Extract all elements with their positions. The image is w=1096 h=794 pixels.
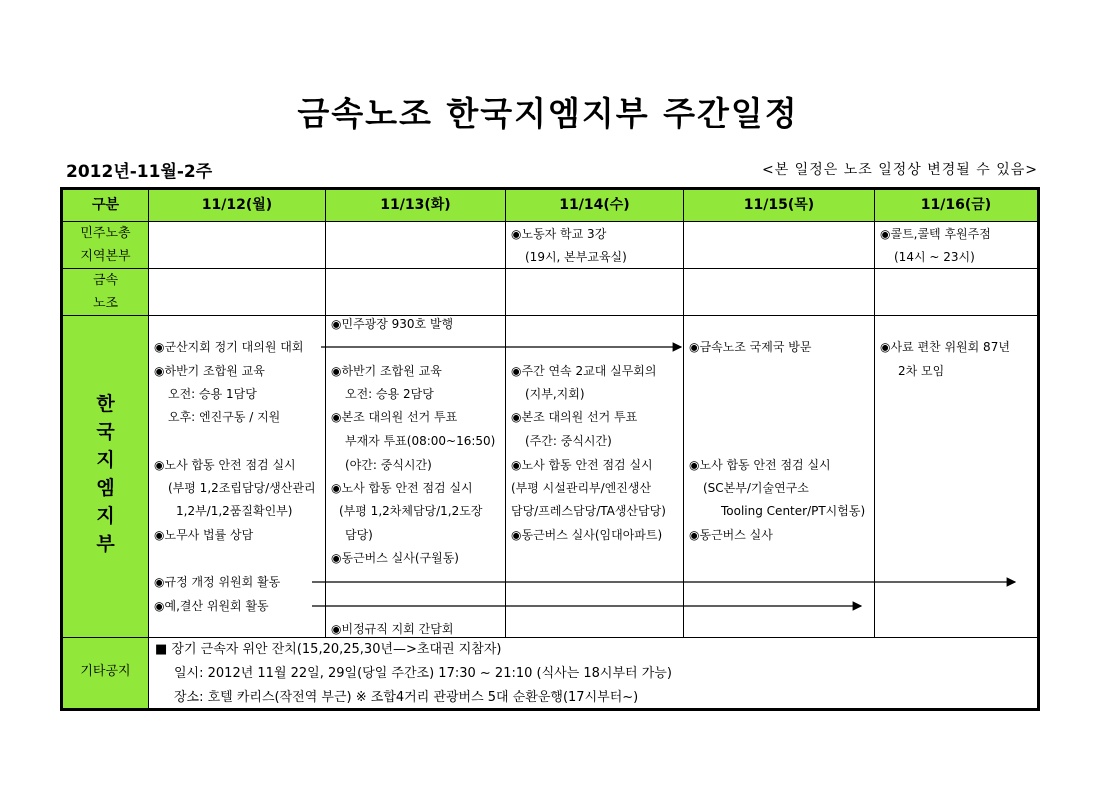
event-item: ◉노무사 법률 상담: [154, 528, 254, 542]
header-day-fri: 11/16(금): [920, 197, 992, 213]
event-item: ◉하반기 조합원 교육: [154, 364, 265, 378]
event-item: ◉금속노조 국제국 방문: [689, 340, 812, 354]
event-item: ◉동근버스 실사(구월동): [331, 551, 459, 565]
event-item: ◉주간 연속 2교대 실무회의: [511, 364, 657, 378]
event-item: 부재자 투표(08:00~16:50): [345, 434, 496, 448]
event-item: 오전: 승용 1담당: [168, 387, 257, 401]
event-item: ◉노동자 학교 3강: [511, 227, 607, 241]
event-item: ◉콜트,콜텍 후원주점: [880, 227, 991, 241]
header-day-thu: 11/15(목): [743, 197, 815, 213]
page-title: 금속노조 한국지엠지부 주간일정: [297, 94, 799, 133]
event-item: (부평 1,2조립담당/생산관리: [168, 481, 316, 495]
header-category: 구분: [91, 197, 120, 213]
event-item: ◉노사 합동 안전 점검 실시: [511, 458, 653, 472]
header-day-tue: 11/13(화): [380, 197, 451, 213]
event-item: ◉군산지회 정기 대의원 대회: [154, 340, 304, 354]
event-item: (야간: 중식시간): [345, 458, 432, 472]
header-day-mon: 11/12(월): [201, 197, 273, 213]
event-item: ◉사료 편찬 위원회 87년: [880, 340, 1010, 354]
event-item: 오후: 엔진구동 / 지원: [168, 410, 281, 424]
event-item: (SC본부/기술연구소: [703, 481, 809, 495]
event-item: (부평 시설관리부/엔진생산: [511, 481, 652, 495]
event-item: ◉노사 합동 안전 점검 실시: [154, 458, 296, 472]
notice-line: ■ 장기 근속자 위안 잔치(15,20,25,30년—>초대권 지참자): [155, 642, 502, 657]
event-item: 2차 모임: [898, 364, 945, 378]
header-day-wed: 11/14(수): [559, 197, 630, 213]
week-label: 2012년-11월-2주: [66, 162, 213, 182]
event-item: (부평 1,2차체담당/1,2도장: [339, 504, 483, 518]
notice-line: 일시: 2012년 11월 22일, 29일(당일 주간조) 17:30 ~ 21:10 (식사는 18시부터 가능): [174, 666, 672, 681]
event-item: ◉동근버스 실사(임대아파트): [511, 528, 663, 542]
row-label-metal: 금속 노조: [92, 273, 119, 311]
event-item: 오전: 승용 2담당: [345, 387, 434, 401]
row-label-other: 기타공지: [80, 664, 131, 679]
schedule-note: <본 일정은 노조 일정상 변경될 수 있음>: [761, 162, 1038, 178]
event-item: ◉동근버스 실사: [689, 528, 773, 542]
event-item: ◉본조 대의원 선거 투표: [511, 410, 638, 424]
event-item: ◉하반기 조합원 교육: [331, 364, 442, 378]
duration-arrows: [63, 190, 1037, 708]
row-label-gm: 한 국 지 엠 지 부: [96, 393, 115, 555]
event-item: ◉규정 개정 위원회 활동: [154, 575, 281, 589]
event-item: ◉예,결산 위원회 활동: [154, 599, 269, 613]
event-item: (주간: 중식시간): [525, 434, 612, 448]
event-item: 1,2부/1,2품질확인부): [176, 504, 293, 518]
row-label-regional: 민주노총 지역본부: [80, 226, 131, 264]
event-item: Tooling Center/PT시험동): [721, 504, 866, 518]
event-item: (19시, 본부교육실): [525, 250, 627, 264]
event-item: ◉비정규직 지회 간담회: [331, 622, 454, 636]
notice-line: 장소: 호텔 카리스(작전역 부근) ※ 조합4거리 관광버스 5대 순환운행(17시부터~): [174, 690, 639, 705]
schedule-table: [60, 187, 1040, 711]
event-item: 담당): [345, 528, 373, 542]
event-item: ◉본조 대의원 선거 투표: [331, 410, 458, 424]
event-item: 담당/프레스담당/TA생산담당): [511, 504, 666, 518]
event-item: ◉민주광장 930호 발행: [331, 317, 454, 331]
event-item: (14시 ~ 23시): [894, 250, 975, 264]
event-item: ◉노사 합동 안전 점검 실시: [331, 481, 473, 495]
event-item: ◉노사 합동 안전 점검 실시: [689, 458, 831, 472]
event-item: (지부,지회): [525, 387, 585, 401]
